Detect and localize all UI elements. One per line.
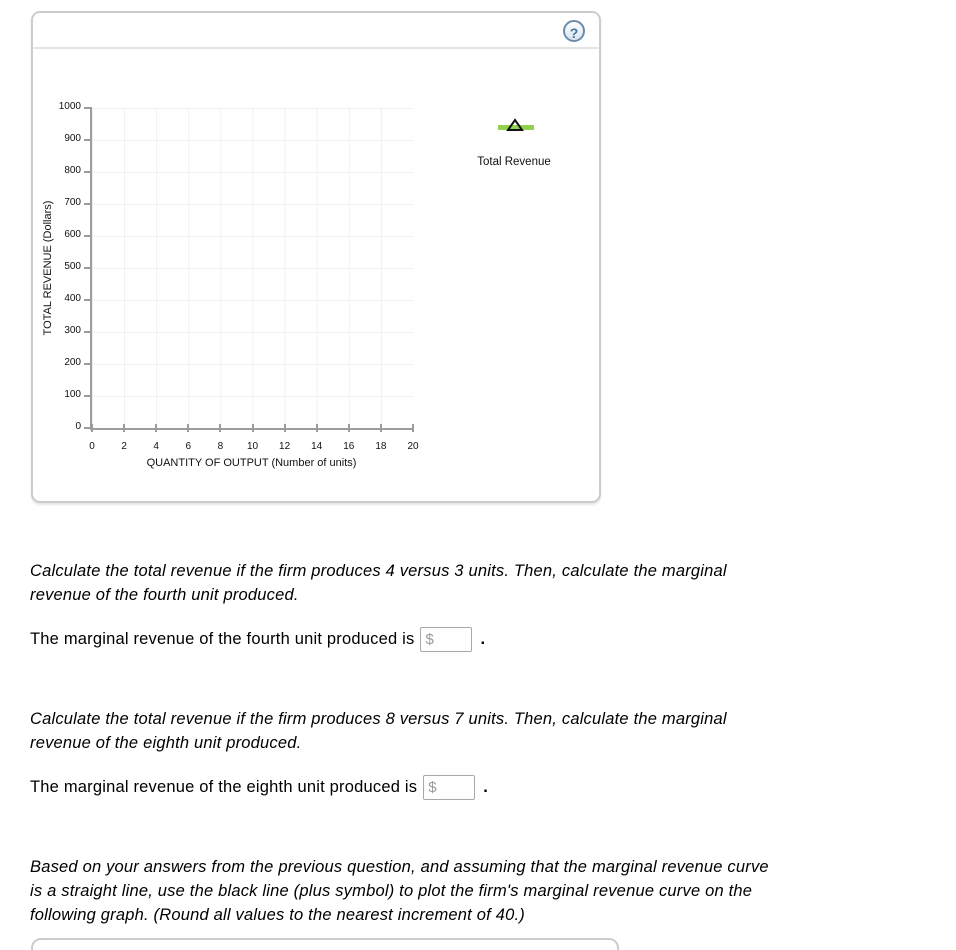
x-tick-label: 16 — [343, 441, 355, 452]
chart-panel — [31, 11, 601, 503]
x-tick-label: 18 — [375, 441, 387, 452]
y-tick-label: 400 — [64, 293, 81, 304]
y-tick-label: 900 — [64, 133, 81, 144]
y-tick-label: 200 — [64, 357, 81, 368]
x-tick-label: 4 — [153, 441, 159, 452]
y-tick-mark — [84, 331, 92, 333]
x-tick-mark — [155, 424, 157, 432]
y-tick-mark — [84, 203, 92, 205]
y-tick-label: 0 — [75, 421, 81, 432]
total-revenue-chart — [33, 13, 599, 501]
next-graph-panel — [31, 938, 619, 950]
y-tick-mark — [84, 139, 92, 141]
x-tick-mark — [284, 424, 286, 432]
question-text-line: revenue of the eighth unit produced. — [30, 734, 302, 752]
marginal-revenue-fourth-input[interactable] — [420, 627, 472, 652]
x-tick-mark — [348, 424, 350, 432]
y-tick-mark — [84, 363, 92, 365]
x-tick-mark — [412, 424, 414, 432]
x-tick-label: 20 — [407, 441, 419, 452]
y-tick-label: 500 — [64, 261, 81, 272]
x-tick-label: 2 — [121, 441, 127, 452]
total-revenue-triangle-marker[interactable] — [506, 118, 524, 137]
y-axis-title: TOTAL REVENUE (Dollars) — [42, 200, 54, 336]
x-tick-label: 14 — [311, 441, 323, 452]
question-text-line: Calculate the total revenue if the firm produces 4 versus 3 units. Then, calculate the marginal — [30, 562, 727, 580]
y-tick-label: 600 — [64, 229, 81, 240]
y-tick-mark — [84, 267, 92, 269]
x-tick-mark — [187, 424, 189, 432]
answer-row-fourth-unit — [30, 626, 485, 653]
question-text-line: Calculate the total revenue if the firm produces 8 versus 7 units. Then, calculate the marginal — [30, 710, 727, 728]
y-tick-label: 700 — [64, 197, 81, 208]
y-tick-mark — [84, 395, 92, 397]
answer-suffix: . — [480, 630, 486, 648]
x-tick-label: 6 — [185, 441, 192, 452]
y-tick-mark — [84, 235, 92, 237]
y-tick-label: 100 — [64, 389, 81, 400]
x-tick-mark — [380, 424, 382, 432]
y-tick-label: 1000 — [58, 101, 81, 112]
y-tick-mark — [84, 107, 92, 109]
answer-suffix: . — [483, 778, 488, 796]
x-axis-title: QUANTITY OF OUTPUT (Number of units) — [146, 457, 357, 469]
answer-prefix: The marginal revenue of the eighth unit produced is — [30, 778, 418, 796]
x-tick-mark — [91, 424, 93, 432]
question-eighth-unit — [30, 707, 940, 755]
help-icon[interactable]: ? — [563, 20, 585, 42]
x-tick-mark — [123, 424, 125, 432]
x-tick-label: 10 — [246, 441, 259, 452]
x-tick-label: 8 — [217, 441, 224, 452]
marginal-revenue-eighth-input[interactable] — [423, 775, 475, 800]
question-fourth-unit — [30, 559, 940, 607]
legend-label: Total Revenue — [477, 156, 551, 168]
y-tick-mark — [84, 171, 92, 173]
x-tick-mark — [316, 424, 318, 432]
x-tick-mark — [219, 424, 221, 432]
y-tick-mark — [84, 299, 92, 301]
question-text-line: is a straight line, use the black line (plus symbol) to plot the firm's marginal revenue curve on the — [30, 882, 753, 900]
y-tick-label: 800 — [64, 165, 81, 176]
plot-area[interactable] — [90, 108, 413, 430]
question-text-line: following graph. (Round all values to the nearest increment of 40.) — [30, 906, 525, 924]
x-tick-label: 12 — [279, 441, 291, 452]
answer-prefix: The marginal revenue of the fourth unit produced is — [30, 630, 415, 648]
y-tick-label: 300 — [64, 325, 81, 336]
question-text-line: revenue of the fourth unit produced. — [30, 586, 299, 604]
question-text-line: Based on your answers from the previous question, and assuming that the marginal revenue curve — [30, 858, 769, 876]
x-tick-mark — [252, 424, 254, 432]
x-tick-label: 0 — [89, 441, 95, 452]
question-plot-mr-curve — [30, 855, 940, 927]
answer-row-eighth-unit — [30, 774, 488, 801]
